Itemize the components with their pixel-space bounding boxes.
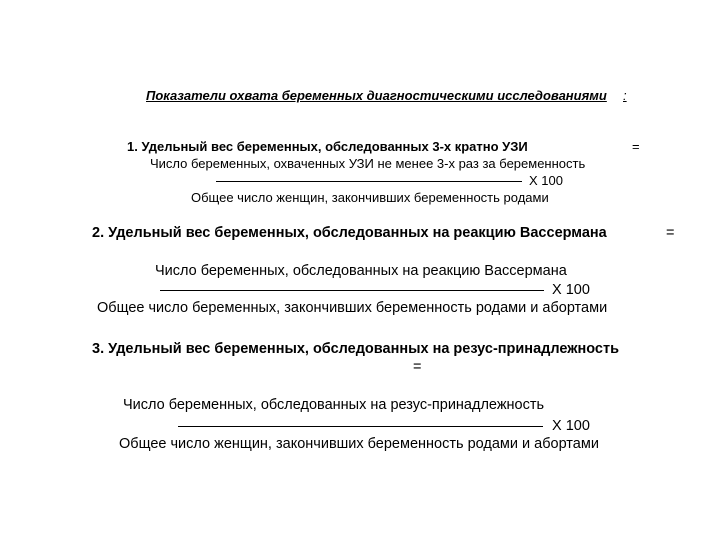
indicator-1-denominator: Общее число женщин, закончивших беременность родами — [191, 190, 549, 205]
indicator-1-multiplier: Х 100 — [529, 173, 563, 188]
indicator-3-multiplier: Х 100 — [552, 418, 590, 434]
indicator-2-numerator: Число беременных, обследованных на реакцию Вассермана — [155, 263, 567, 279]
indicator-2-heading: 2. Удельный вес беременных, обследованных на реакцию Вассермана — [92, 225, 607, 241]
indicator-1-heading: 1. Удельный вес беременных, обследованных 3-х кратно УЗИ — [127, 139, 528, 154]
indicator-1-numerator: Число беременных, охваченных УЗИ не менее 3-х раз за беременность — [150, 156, 586, 171]
indicator-3-denominator: Общее число женщин, закончивших беременность родами и абортами — [119, 436, 599, 452]
document-title-colon: : — [623, 88, 627, 103]
document-title: Показатели охвата беременных диагностическими исследованиями — [146, 88, 607, 103]
indicator-3-fraction-line — [178, 426, 543, 427]
indicator-3-numerator: Число беременных, обследованных на резус-принадлежность — [123, 397, 545, 413]
indicator-3-equals: = — [413, 359, 422, 375]
indicator-1-fraction-line — [216, 181, 522, 182]
indicator-2-denominator: Общее число беременных, закончивших беременность родами и абортами — [97, 300, 608, 316]
indicator-2-multiplier: Х 100 — [552, 282, 590, 298]
indicator-1-equals: = — [632, 139, 640, 154]
indicator-2-fraction-line — [160, 290, 544, 291]
indicator-2-equals: = — [666, 225, 675, 241]
indicator-3-heading: 3. Удельный вес беременных, обследованных на резус-принадлежность — [92, 341, 620, 357]
